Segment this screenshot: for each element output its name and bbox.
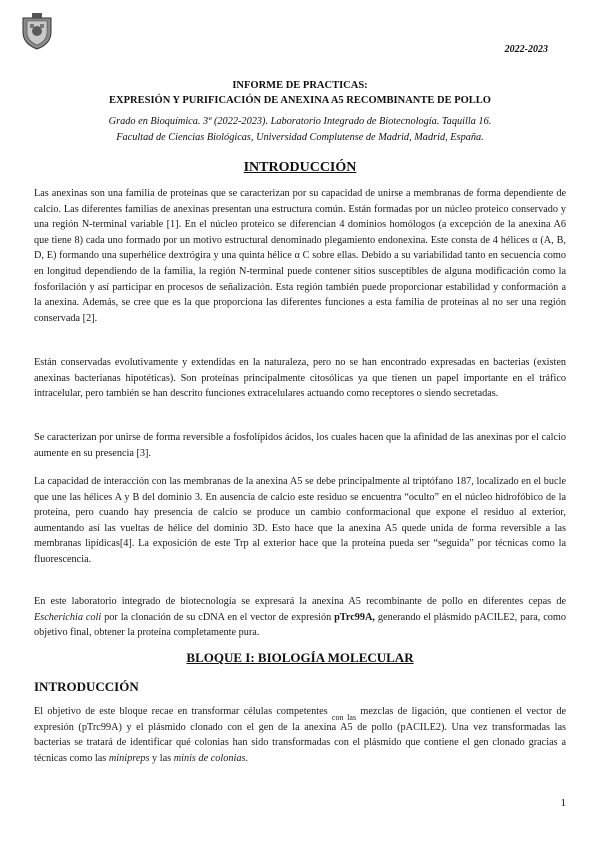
academic-year: 2022-2023 (504, 44, 548, 55)
b1-text-a: El objetivo de este bloque recae en transformar células competentes (34, 706, 332, 717)
affiliation: Facultad de Ciencias Biológicas, Universidad Complutense de Madrid, Madrid, España. (116, 132, 484, 143)
intro-paragraph-2: Están conservadas evolutivamente y extendidas en la naturaleza, pero no se han encontrado expresadas en bacterias (existen anexinas bacterianas hipotéticas). Son proteínas principalmente citosólicas ya que tienen un papel importante en el tráfico intracelular, pero también se han descrito funciones extracelulares actuando como receptores o siendo secretadas. (34, 357, 566, 400)
report-title-line1: INFORME DE PRACTICAS: (232, 80, 368, 91)
intro-paragraph-4: La capacidad de interacción con las membranas de la anexina A5 se debe principalmente al triptófano 187, localizado en el bucle que une las hélices A y B del dominio 3. En ausencia de calcio este residuo se encuentra “oculto” en el núcleo hidrofóbico de la proteína, pero cuando hay presencia de calcio se produce un cambio conformacional que expone el residuo al exterior, aumentando así las vueltas de hélice del dominio 3D. Esto hace que la anexina A5 quede unida de forma reversible a las membranas lipídicas[4]. La exposición de este Trp al exterior hace que la proteína pueda ser “seguida” por técnicas como la fluorescencia. (34, 476, 566, 565)
p5-text-a: En este laboratorio integrado de biotecnología se expresará la anexina A5 recombinante de pollo en diferentes cepas de (34, 596, 566, 607)
report-subtitle (34, 114, 566, 146)
b1-text-c: y las (149, 752, 174, 764)
page-number: 1 (560, 797, 566, 809)
p5-text-c: generando el plásmido pACILE2, para, como objetivo final, obtener la proteína completamente pura. (34, 611, 567, 639)
block1-heading: BLOQUE I: BIOLOGÍA MOLECULAR (186, 650, 414, 665)
b1-text-d: . (245, 752, 248, 764)
intro-paragraph-5 (34, 594, 566, 641)
intro-paragraph-3: Se caracterizan por unirse de forma reversible a fosfolípidos ácidos, los cuales hacen que la afinidad de las anexinas por el calcio aumente en su presencia [3]. (34, 432, 566, 459)
intro-paragraph-1: Las anexinas son una familia de proteínas que se caracterizan por su capacidad de unirse a membranas de forma dependiente de calcio. Las diferentes familias de anexinas presentan una estructura común. Están formadas por un núcleo proteico conservado y una región N-terminal variable [1]. En el núcleo proteico se diferencian 4 dominios homólogos (a excepción de la anexina A6 que tiene 8) cada uno formado por un motivo estructural denominado plegamiento endonexina. Este consta de 4 hélices α (A, B, D, E) formando una superhélice dextrógira y una quinta hélice α C sobre ellas. Debido a su variabilidad tanto en secuencia como en longitud dependiendo de la familia, la región N-terminal puede contener sitios susceptibles de alguna modificación como la fosforilación y así participar en procesos de señalización. Esta región también puede proporcionar estabilidad y conformación a la anexina. Además, se cree que es la que proporciona las diferentes funciones a esta familia de proteínas al no ser una región conservada [2]. (34, 188, 566, 324)
organism-name: Escherichia coli (34, 611, 102, 623)
university-seal-icon (20, 12, 54, 50)
b1-text-b: mezclas de ligación, que contienen el vector de expresión (pTrc99A) y el plásmido clonado con el gen de la anexina A5 de pollo (pACILE2). Una vez transformadas las bacterias se tratará de identificar qué colonias han sido transformadas con el plásmido que contiene el gen clonado gracias a técnicas como las (34, 706, 566, 764)
block1-paragraph-1 (34, 704, 566, 766)
report-title-line2: EXPRESIÓN Y PURIFICACIÓN DE ANEXINA A5 RECOMBINANTE DE POLLO (109, 95, 491, 106)
report-title (34, 78, 566, 108)
block1-subheading: INTRODUCCIÓN (34, 679, 139, 694)
intro-heading: INTRODUCCIÓN (243, 160, 357, 175)
p5-text-b: por la clonación de su cDNA en el vector de expresión (101, 611, 335, 623)
b1-subscript-note: con las (331, 713, 357, 722)
course-info: Grado en Bioquímica. 3º (2022-2023). Laboratorio Integrado de Biotecnología. Taquilla 16. (108, 116, 492, 127)
vector-name: pTrc99A, (334, 611, 375, 623)
colony-minis-term: minis de colonias (173, 752, 246, 764)
minipreps-term: minipreps (108, 752, 150, 764)
